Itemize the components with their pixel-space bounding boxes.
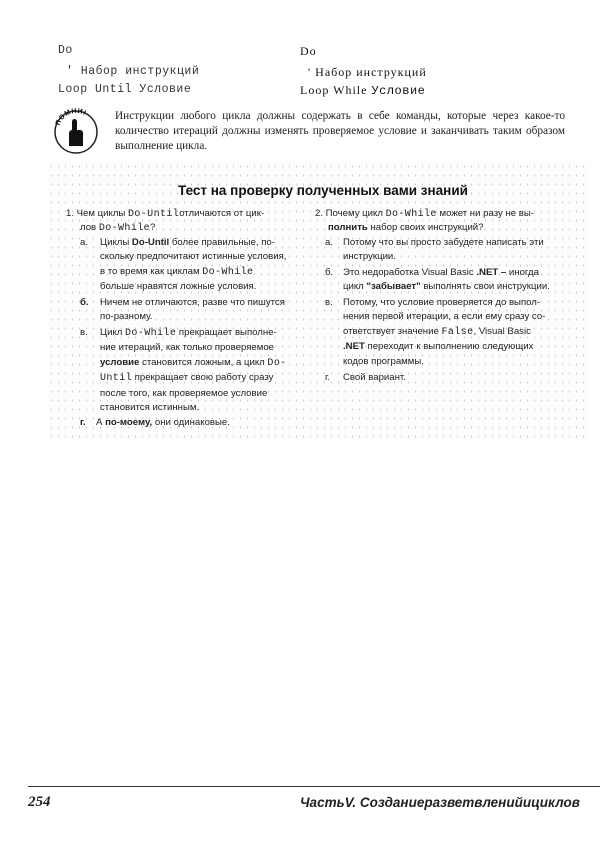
q1c-l3b: становится ложным, а цикл [139,356,268,368]
q2c-l4b: переходит к выполнению следующих [364,341,534,353]
q1a-l1b: Do-Until [131,237,170,248]
code-left-line-2: ' Набор инструкций [66,65,200,78]
code-left-line-1: Do [58,44,73,57]
q1-option-c-label: в. [80,327,88,338]
q1a-l3b: Do-While [202,266,254,278]
q1b-l1: Ничем не отличаются, разве что пишутся [100,297,285,308]
q1-option-d-label: г. [80,417,86,428]
footer-divider [28,786,600,787]
q1d-l1c: они одинаковые. [152,417,230,428]
code-left-line-3: Loop Until Условие [58,83,192,96]
q2-option-b-label: б. [325,267,334,278]
q1d-l1b: по-моему, [105,417,153,428]
q2c-l2: нения первой итерации, а если ему сразу со- [343,311,546,323]
note-text: Инструкции любого цикла должны содержать в себе команды, которые через какое-то количество итераций должны изменять проверяемое условие и заканчивать таким образом выполнение цикла. [115,110,565,152]
q1-option-a-label: а. [80,237,89,248]
q1c-l4a: Until [100,373,133,385]
chapter-title: ЧастьV. Созданиеразветвленийициклов [300,795,580,810]
q2c-l4a: .NET [343,341,365,353]
q2-code-do-while: Do-While [385,209,437,220]
q2b-l2b: "забывает" [366,281,421,293]
code-right-loop-keyword: Loop While [300,83,368,97]
q1-option-b-label: б. [80,297,89,308]
q2b-l2c: выполнять свои инструкции. [420,281,550,293]
q1-code-do-while: Do-While [98,223,151,234]
q1a-l1c: более правильные, по- [169,237,275,248]
q2c-l5: кодов программы. [343,355,424,367]
q1c-l2: ние итераций, как только проверяемое [100,342,274,354]
q1-text-c: лов [80,222,99,233]
q2a-l1: Потому что вы просто забудете написать эти [343,237,544,248]
q1-text-a: 1. Чем циклы [66,208,128,219]
q1a-l2: скольку предпочитают истинные условия, [100,251,287,263]
q1c-l3c: Do- [267,357,287,369]
q2-text-d: набор своих инструкций? [367,222,484,233]
question-1-line-2 [80,221,155,236]
q2c-l3b: False [441,326,474,338]
remember-note-icon [53,108,99,154]
q1a-l3a: в то время как циклам [100,265,203,277]
quiz-title: Тест на проверку полученных вами знаний [178,183,468,198]
q1c-l1c: прекращает выполне- [176,327,277,338]
q1d-l1a: А [96,417,106,428]
q2b-l2a: цикл [343,281,367,293]
q1-code-do-until: Do-Until [127,209,180,220]
q1c-l4b: прекращает свою работу сразу [132,372,274,384]
q2d-l1: Свой вариант. [343,372,406,383]
q2c-l3c: , Visual Basic [473,325,531,337]
code-right-line-2: ' Набор инструкций [308,65,427,79]
q1a-l1a: Циклы [100,237,132,248]
question-2-line-2 [328,221,484,235]
q2-option-a-label: а. [325,237,334,248]
q1b-l2: по-разному. [100,311,153,323]
q2b-l1c: иногда [506,267,539,278]
note-icon-label: ПОМНИ! [54,108,88,127]
q1c-l3a: условие [100,356,140,368]
q2c-l1: Потому, что условие проверяется до выпол- [343,297,541,308]
q1c-l1b: Do-While [125,328,177,339]
q1c-l6: становится истинным. [100,402,200,414]
page-number: 254 [28,794,51,810]
q2-text-c: полнить [328,222,368,233]
q1-text-b: отличаются от цик- [179,208,265,219]
q2a-l2: инструкции. [343,251,396,263]
code-right-line-3 [300,83,425,98]
q1c-l5: после того, как проверяемое условие [100,387,268,399]
q2-text-a: 2. Почему цикл [315,208,386,219]
q2b-l1b: .NET – [476,267,507,278]
q2b-l1a: Это недоработка Visual Basic [343,267,477,278]
q2c-l3a: ответствует значение [343,325,442,337]
q1c-l1a: Цикл [100,327,126,338]
q2-text-b: может ни разу не вы- [436,208,534,219]
code-right-condition: Условие [371,84,426,98]
q1-text-d: ? [150,222,156,233]
q1a-l4: больше нравятся ложные условия. [100,281,257,293]
q2-option-c-label: в. [325,297,333,308]
q2-option-d-label: г. [325,372,330,383]
code-right-line-1: Do [300,44,317,58]
